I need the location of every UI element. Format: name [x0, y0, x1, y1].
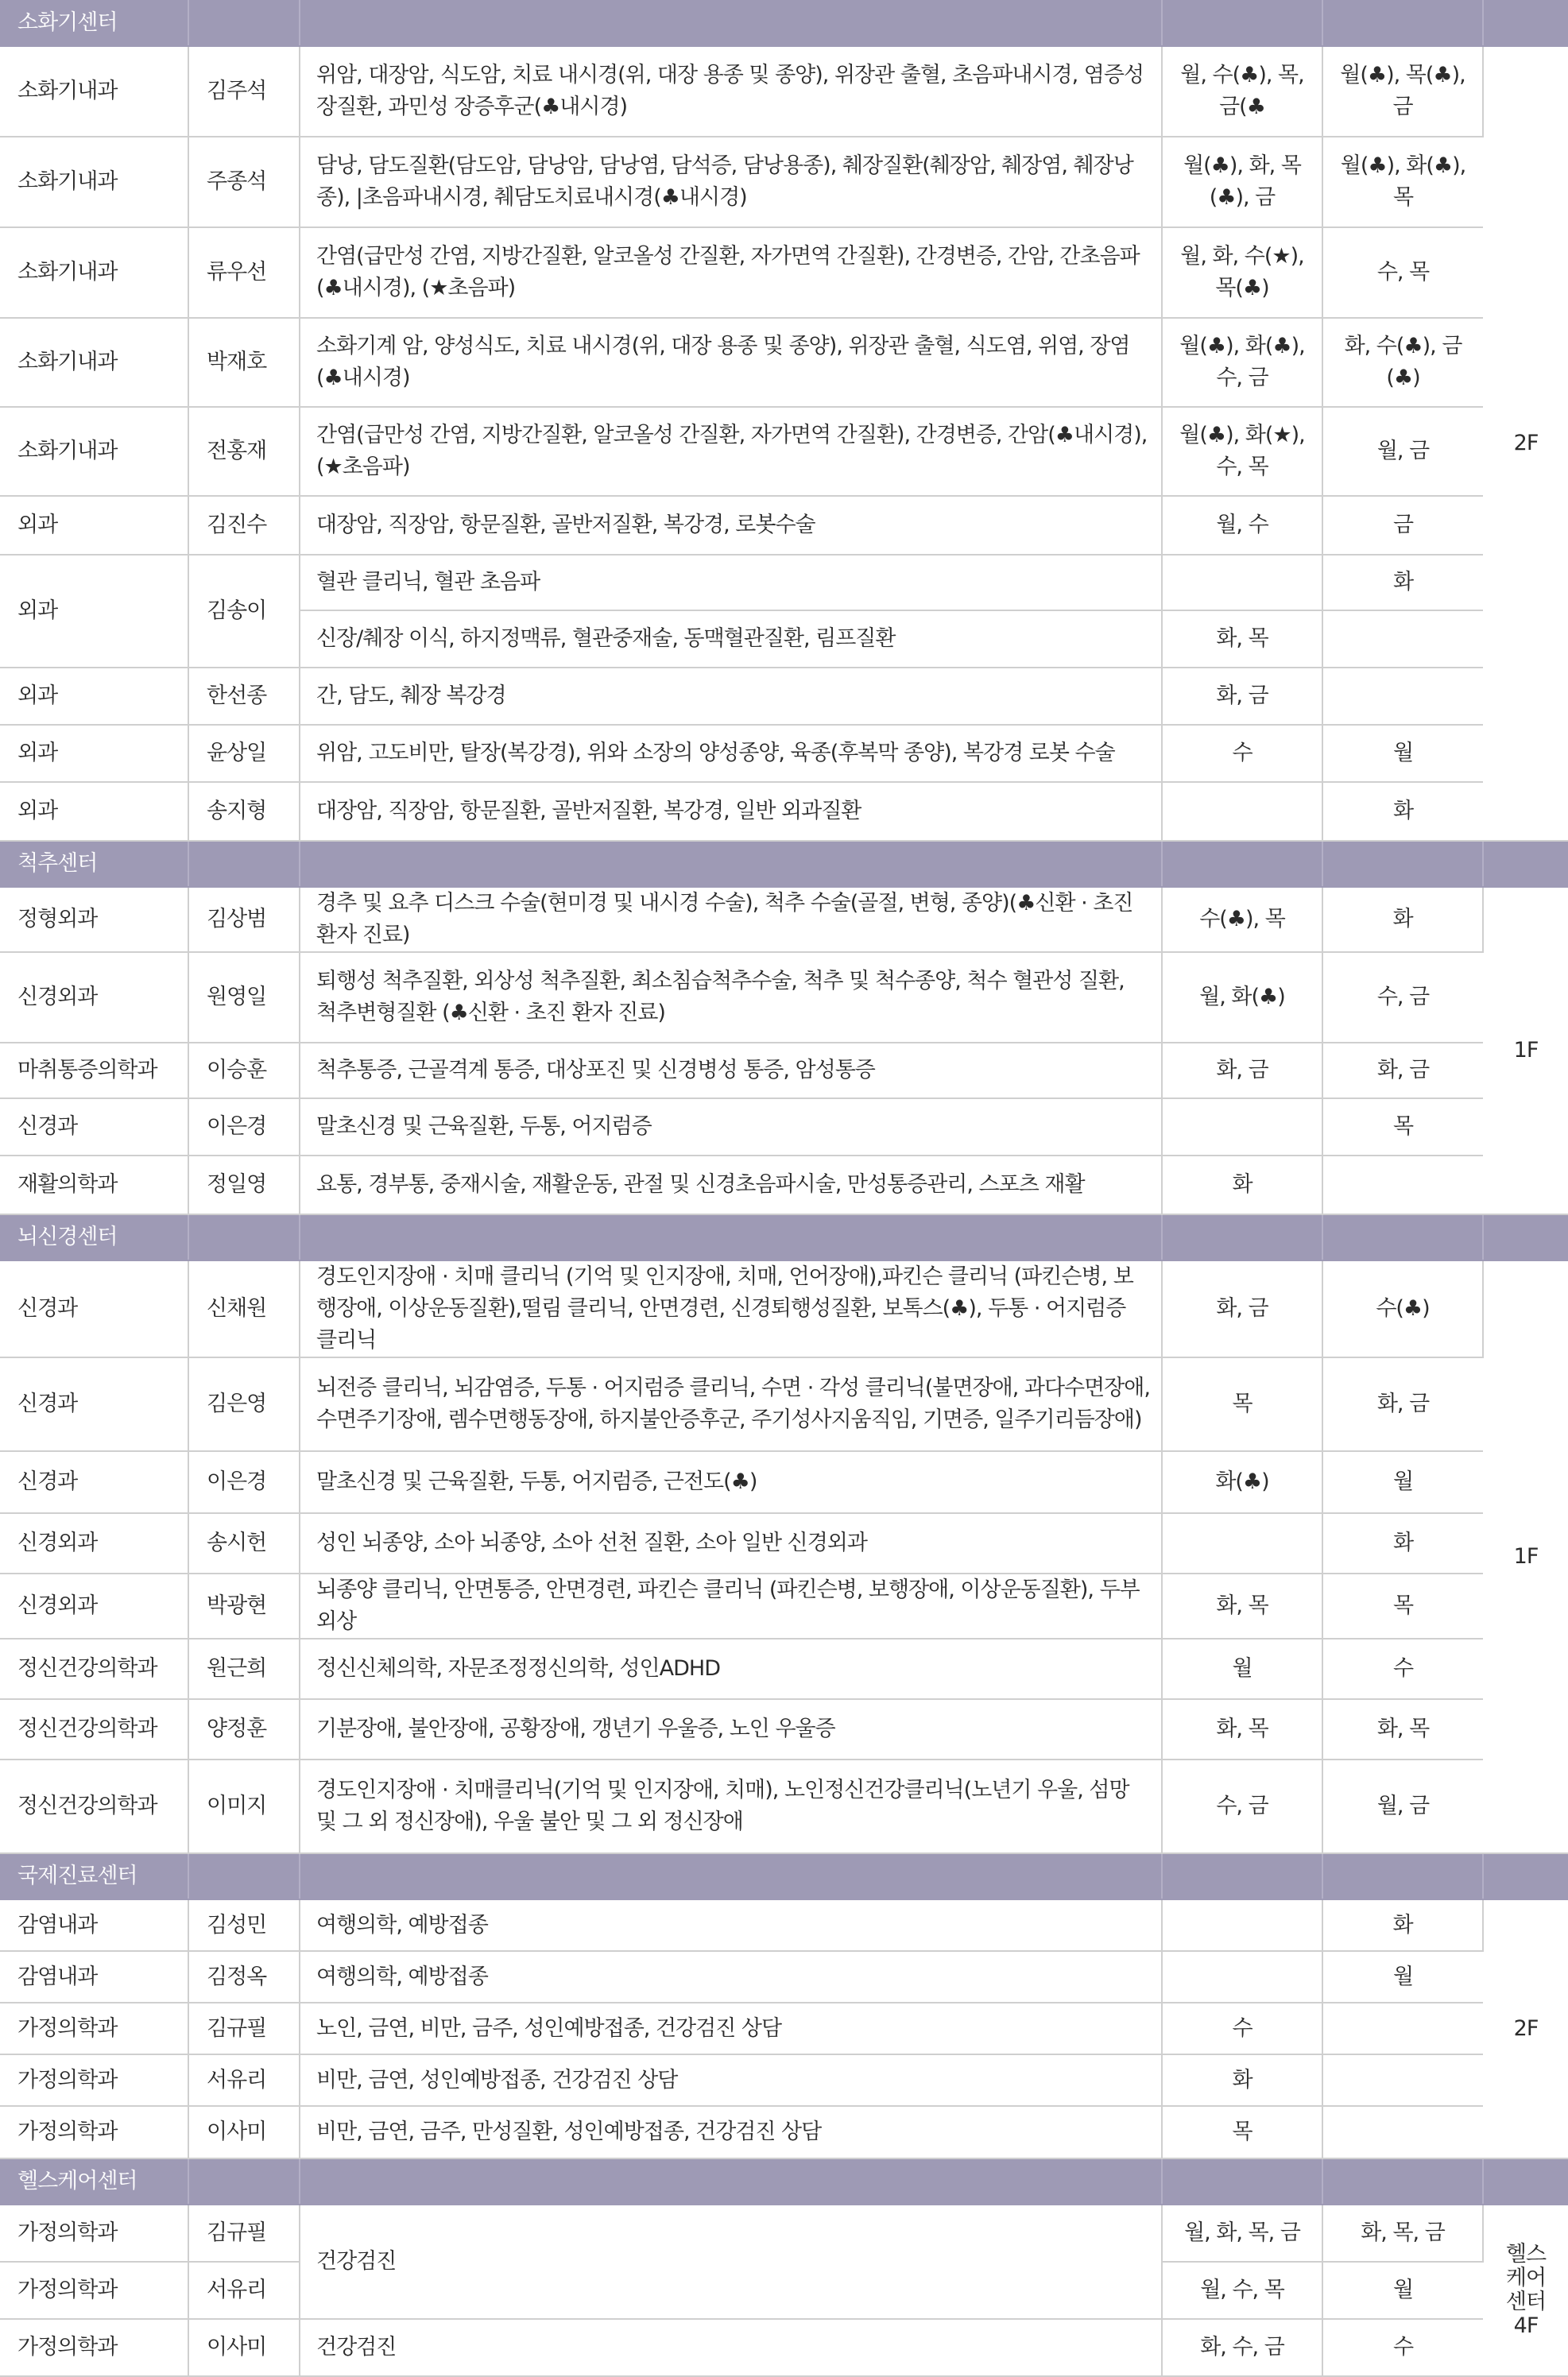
- doctor-cell: 주종석: [188, 137, 300, 227]
- table-row: [0, 2106, 1568, 2158]
- specialty-cell: 여행의학, 예방접종: [300, 1951, 1162, 2003]
- specialty-cell: 경추 및 요추 디스크 수술(현미경 및 내시경 수술), 척추 수술(골절, 변형, 종양)(♣신환 · 초진 환자 진료): [300, 887, 1162, 952]
- specialty-cell: 퇴행성 척추질환, 외상성 척추질환, 최소침습척추수술, 척추 및 척수종양, 척수 혈관성 질환, 척추변형질환 (♣신환 · 초진 환자 진료): [300, 952, 1162, 1043]
- table-row: [0, 318, 1568, 407]
- table-row: [0, 46, 1568, 137]
- am-schedule-cell: 수(♣), 목: [1162, 887, 1322, 952]
- table-row: [0, 1451, 1568, 1513]
- specialty-cell: 경도인지장애 · 치매 클리닉 (기억 및 인지장애, 치매, 언어장애),파킨슨 클리닉 (파킨슨병, 보행장애, 이상운동질환),떨림 클리닉, 안면경련, 신경퇴행성질환, 보톡스(♣), 두통 · 어지럼증 클리닉: [300, 1260, 1162, 1357]
- pm-schedule-cell: 월, 금: [1322, 1760, 1483, 1853]
- am-schedule-cell: [1162, 1899, 1322, 1951]
- am-schedule-cell: 화, 금: [1162, 1260, 1322, 1357]
- specialty-cell: 요통, 경부통, 중재시술, 재활운동, 관절 및 신경초음파시술, 만성통증관리, 스포츠 재활: [300, 1156, 1162, 1214]
- specialty-cell: 말초신경 및 근육질환, 두통, 어지럼증: [300, 1098, 1162, 1156]
- doctor-cell: 김상범: [188, 887, 300, 952]
- table-row: [0, 1098, 1568, 1156]
- am-schedule-cell: 목: [1162, 2106, 1322, 2158]
- specialty-cell: 뇌전증 클리닉, 뇌감염증, 두통 · 어지럼증 클리닉, 수면 · 각성 클리닉(불면장애, 과다수면장애, 수면주기장애, 렘수면행동장애, 하지불안증후군, 주기성사지움직임, 기면증, 일주기리듬장애): [300, 1357, 1162, 1451]
- am-schedule-cell: 월, 수, 목: [1162, 2262, 1322, 2319]
- floor-cell: 1F: [1483, 1260, 1568, 1853]
- dept-cell: 정신건강의학과: [0, 1699, 188, 1760]
- am-schedule-cell: [1162, 1951, 1322, 2003]
- doctor-cell: 김진수: [188, 496, 300, 555]
- specialty-cell: 간, 담도, 췌장 복강경: [300, 668, 1162, 725]
- doctor-cell: 서유리: [188, 2262, 300, 2319]
- specialty-cell: 경도인지장애 · 치매클리닉(기억 및 인지장애, 치매), 노인정신건강클리닉(노년기 우울, 섬망 및 그 외 정신장애), 우울 불안 및 그 외 정신장애: [300, 1760, 1162, 1853]
- am-schedule-cell: 월, 화, 목, 금: [1162, 2205, 1322, 2262]
- specialty-cell: 뇌종양 클리닉, 안면통증, 안면경련, 파킨슨 클리닉 (파킨슨병, 보행장애, 이상운동질환), 두부외상: [300, 1574, 1162, 1639]
- pm-schedule-cell: 월(♣), 목(♣), 금: [1322, 46, 1483, 137]
- am-schedule-cell: 화, 금: [1162, 1043, 1322, 1098]
- am-schedule-cell: 월, 화, 수(★), 목(♣): [1162, 227, 1322, 318]
- am-schedule-cell: 화: [1162, 1156, 1322, 1214]
- section-header-row: [0, 1853, 1568, 1899]
- doctor-cell: 이승훈: [188, 1043, 300, 1098]
- section-header-row: [0, 0, 1568, 46]
- am-schedule-cell: 화, 수, 금: [1162, 2319, 1322, 2376]
- table-row: [0, 1951, 1568, 2003]
- doctor-cell: 이사미: [188, 2106, 300, 2158]
- doctor-cell: 송시헌: [188, 1513, 300, 1574]
- specialty-cell: 노인, 금연, 비만, 금주, 성인예방접종, 건강검진 상담: [300, 2003, 1162, 2054]
- dept-cell: 가정의학과: [0, 2106, 188, 2158]
- specialty-cell: 간염(급만성 간염, 지방간질환, 알코올성 간질환, 자가면역 간질환), 간경변증, 간암, 간초음파(♣내시경), (★초음파): [300, 227, 1162, 318]
- specialty-cell: 간염(급만성 간염, 지방간질환, 알코올성 간질환, 자가면역 간질환), 간경변증, 간암(♣내시경), (★초음파): [300, 407, 1162, 496]
- table-row: [0, 2054, 1568, 2106]
- doctor-cell: 서유리: [188, 2054, 300, 2106]
- pm-schedule-cell: 금: [1322, 496, 1483, 555]
- table-row: [0, 668, 1568, 725]
- doctor-cell: 김정옥: [188, 1951, 300, 2003]
- section-header-row: [0, 1214, 1568, 1260]
- dept-cell: 신경외과: [0, 952, 188, 1043]
- table-row: [0, 1760, 1568, 1853]
- pm-schedule-cell: 화, 목, 금: [1322, 2205, 1483, 2262]
- dept-cell: 신경과: [0, 1260, 188, 1357]
- section-header-row: [0, 2158, 1568, 2205]
- dept-cell: 소화기내과: [0, 318, 188, 407]
- section-title: 척추센터: [0, 841, 188, 887]
- dept-cell: 소화기내과: [0, 407, 188, 496]
- am-schedule-cell: 수: [1162, 725, 1322, 782]
- doctor-cell: 이은경: [188, 1098, 300, 1156]
- doctor-cell: 윤상일: [188, 725, 300, 782]
- doctor-cell: 원영일: [188, 952, 300, 1043]
- pm-schedule-cell: [1322, 1156, 1483, 1214]
- dept-cell: 외과: [0, 668, 188, 725]
- dept-cell: 소화기내과: [0, 137, 188, 227]
- doctor-cell: 이미지: [188, 1760, 300, 1853]
- dept-cell: 소화기내과: [0, 227, 188, 318]
- pm-schedule-cell: [1322, 2003, 1483, 2054]
- section-title: 헬스케어센터: [0, 2158, 188, 2205]
- specialty-cell: 척추통증, 근골격계 통증, 대상포진 및 신경병성 통증, 암성통증: [300, 1043, 1162, 1098]
- table-row: [0, 1156, 1568, 1214]
- pm-schedule-cell: 화: [1322, 1513, 1483, 1574]
- pm-schedule-cell: 월(♣), 화(♣), 목: [1322, 137, 1483, 227]
- floor-cell: 2F: [1483, 46, 1568, 841]
- doctor-cell: 류우선: [188, 227, 300, 318]
- dept-cell: 신경외과: [0, 1574, 188, 1639]
- table-row: [0, 725, 1568, 782]
- dept-cell: 외과: [0, 555, 188, 668]
- pm-schedule-cell: 목: [1322, 1098, 1483, 1156]
- doctor-cell: 정일영: [188, 1156, 300, 1214]
- dept-cell: 가정의학과: [0, 2054, 188, 2106]
- pm-schedule-cell: 화, 금: [1322, 1357, 1483, 1451]
- dept-cell: 가정의학과: [0, 2205, 188, 2262]
- table-row: [0, 1357, 1568, 1451]
- am-schedule-cell: 화, 목: [1162, 1699, 1322, 1760]
- doctor-cell: 전홍재: [188, 407, 300, 496]
- table-row: [0, 1699, 1568, 1760]
- dept-cell: 정신건강의학과: [0, 1639, 188, 1699]
- table-row: [0, 1513, 1568, 1574]
- pm-schedule-cell: 목: [1322, 1574, 1483, 1639]
- am-schedule-cell: 월(♣), 화(★), 수, 목: [1162, 407, 1322, 496]
- specialty-cell: 정신신체의학, 자문조정정신의학, 성인ADHD: [300, 1639, 1162, 1699]
- table-row: [0, 2319, 1568, 2376]
- doctor-cell: 원근희: [188, 1639, 300, 1699]
- dept-cell: 가정의학과: [0, 2262, 188, 2319]
- dept-cell: 신경과: [0, 1451, 188, 1513]
- table-row: [0, 887, 1568, 952]
- specialty-cell: 비만, 금연, 금주, 만성질환, 성인예방접종, 건강검진 상담: [300, 2106, 1162, 2158]
- pm-schedule-cell: [1322, 610, 1483, 668]
- dept-cell: 재활의학과: [0, 1156, 188, 1214]
- dept-cell: 정신건강의학과: [0, 1760, 188, 1853]
- am-schedule-cell: 월(♣), 화, 목(♣), 금: [1162, 137, 1322, 227]
- pm-schedule-cell: 월, 금: [1322, 407, 1483, 496]
- specialty-cell: 혈관 클리닉, 혈관 초음파: [300, 555, 1162, 610]
- table-row: [0, 1639, 1568, 1699]
- pm-schedule-cell: 화, 목: [1322, 1699, 1483, 1760]
- dept-cell: 정형외과: [0, 887, 188, 952]
- doctor-cell: 김규필: [188, 2003, 300, 2054]
- specialty-cell: 비만, 금연, 성인예방접종, 건강검진 상담: [300, 2054, 1162, 2106]
- pm-schedule-cell: 화: [1322, 555, 1483, 610]
- doctor-cell: 이사미: [188, 2319, 300, 2376]
- dept-cell: 가정의학과: [0, 2319, 188, 2376]
- doctor-cell: 박광현: [188, 1574, 300, 1639]
- table-row: [0, 1574, 1568, 1639]
- doctor-cell: 한선종: [188, 668, 300, 725]
- table-row: [0, 1899, 1568, 1951]
- floor-cell: 1F: [1483, 887, 1568, 1214]
- am-schedule-cell: 화(♣): [1162, 1451, 1322, 1513]
- am-schedule-cell: [1162, 782, 1322, 841]
- specialty-cell: 대장암, 직장암, 항문질환, 골반저질환, 복강경, 일반 외과질환: [300, 782, 1162, 841]
- pm-schedule-cell: 월: [1322, 1451, 1483, 1513]
- pm-schedule-cell: 월: [1322, 725, 1483, 782]
- pm-schedule-cell: 수(♣): [1322, 1260, 1483, 1357]
- pm-schedule-cell: 월: [1322, 2262, 1483, 2319]
- dept-cell: 외과: [0, 496, 188, 555]
- floor-cell: 헬스 케어 센터 4F: [1483, 2205, 1568, 2376]
- table-row: [0, 1260, 1568, 1357]
- am-schedule-cell: 목: [1162, 1357, 1322, 1451]
- doctor-cell: 박재호: [188, 318, 300, 407]
- doctor-cell: 김송이: [188, 555, 300, 668]
- table-row: [0, 496, 1568, 555]
- table-row: [0, 227, 1568, 318]
- section-title: 국제진료센터: [0, 1853, 188, 1899]
- section-title: 뇌신경센터: [0, 1214, 188, 1260]
- doctor-cell: 김성민: [188, 1899, 300, 1951]
- specialty-cell: 건강검진: [300, 2319, 1162, 2376]
- dept-cell: 신경과: [0, 1357, 188, 1451]
- am-schedule-cell: 화, 금: [1162, 668, 1322, 725]
- pm-schedule-cell: 수, 목: [1322, 227, 1483, 318]
- specialty-cell: 여행의학, 예방접종: [300, 1899, 1162, 1951]
- pm-schedule-cell: 화: [1322, 1899, 1483, 1951]
- section-header-row: [0, 841, 1568, 887]
- am-schedule-cell: 월: [1162, 1639, 1322, 1699]
- pm-schedule-cell: 화, 금: [1322, 1043, 1483, 1098]
- specialty-cell: 건강검진: [300, 2205, 1162, 2319]
- specialty-cell: 위암, 고도비만, 탈장(복강경), 위와 소장의 양성종양, 육종(후복막 종양), 복강경 로봇 수술: [300, 725, 1162, 782]
- specialty-cell: 소화기계 암, 양성식도, 치료 내시경(위, 대장 용종 및 종양), 위장관 출혈, 식도염, 위염, 장염(♣내시경): [300, 318, 1162, 407]
- pm-schedule-cell: 수: [1322, 1639, 1483, 1699]
- doctor-cell: 김은영: [188, 1357, 300, 1451]
- doctor-cell: 김주석: [188, 46, 300, 137]
- dept-cell: 감염내과: [0, 1899, 188, 1951]
- dept-cell: 외과: [0, 782, 188, 841]
- am-schedule-cell: 화, 목: [1162, 610, 1322, 668]
- pm-schedule-cell: 화, 수(♣), 금(♣): [1322, 318, 1483, 407]
- specialty-cell: 기분장애, 불안장애, 공황장애, 갱년기 우울증, 노인 우울증: [300, 1699, 1162, 1760]
- section-title: 소화기센터: [0, 0, 188, 46]
- pm-schedule-cell: [1322, 668, 1483, 725]
- doctor-cell: 송지형: [188, 782, 300, 841]
- am-schedule-cell: [1162, 555, 1322, 610]
- am-schedule-cell: 월, 수(♣), 목, 금(♣: [1162, 46, 1322, 137]
- am-schedule-cell: 월, 수: [1162, 496, 1322, 555]
- dept-cell: 소화기내과: [0, 46, 188, 137]
- dept-cell: 가정의학과: [0, 2003, 188, 2054]
- table-row: [0, 1043, 1568, 1098]
- table-row: [0, 407, 1568, 496]
- specialty-cell: 신장/췌장 이식, 하지정맥류, 혈관중재술, 동맥혈관질환, 림프질환: [300, 610, 1162, 668]
- am-schedule-cell: 수: [1162, 2003, 1322, 2054]
- pm-schedule-cell: [1322, 2106, 1483, 2158]
- floor-cell: 2F: [1483, 1899, 1568, 2158]
- specialty-cell: 말초신경 및 근육질환, 두통, 어지럼증, 근전도(♣): [300, 1451, 1162, 1513]
- specialty-cell: 위암, 대장암, 식도암, 치료 내시경(위, 대장 용종 및 종양), 위장관 출혈, 초음파내시경, 염증성 장질환, 과민성 장증후군(♣내시경): [300, 46, 1162, 137]
- pm-schedule-cell: 화: [1322, 782, 1483, 841]
- pm-schedule-cell: 수, 금: [1322, 952, 1483, 1043]
- pm-schedule-cell: 화: [1322, 887, 1483, 952]
- am-schedule-cell: 수, 금: [1162, 1760, 1322, 1853]
- table-row: [0, 555, 1568, 610]
- doctor-cell: 이은경: [188, 1451, 300, 1513]
- am-schedule-cell: 월, 화(♣): [1162, 952, 1322, 1043]
- am-schedule-cell: [1162, 1513, 1322, 1574]
- dept-cell: 외과: [0, 725, 188, 782]
- table-row: [0, 137, 1568, 227]
- pm-schedule-cell: 수: [1322, 2319, 1483, 2376]
- pm-schedule-cell: [1322, 2054, 1483, 2106]
- table-row: [0, 782, 1568, 841]
- specialty-cell: 성인 뇌종양, 소아 뇌종양, 소아 선천 질환, 소아 일반 신경외과: [300, 1513, 1162, 1574]
- dept-cell: 신경과: [0, 1098, 188, 1156]
- am-schedule-cell: 화, 목: [1162, 1574, 1322, 1639]
- am-schedule-cell: 화: [1162, 2054, 1322, 2106]
- specialty-cell: 대장암, 직장암, 항문질환, 골반저질환, 복강경, 로봇수술: [300, 496, 1162, 555]
- table-row: [0, 2205, 1568, 2262]
- dept-cell: 감염내과: [0, 1951, 188, 2003]
- pm-schedule-cell: 월: [1322, 1951, 1483, 2003]
- dept-cell: 신경외과: [0, 1513, 188, 1574]
- doctor-cell: 김규필: [188, 2205, 300, 2262]
- dept-cell: 마취통증의학과: [0, 1043, 188, 1098]
- table-row: [0, 2003, 1568, 2054]
- specialty-cell: 담낭, 담도질환(담도암, 담낭암, 담낭염, 담석증, 담낭용종), 췌장질환(췌장암, 췌장염, 췌장낭종), |초음파내시경, 췌담도치료내시경(♣내시경): [300, 137, 1162, 227]
- table-row: [0, 952, 1568, 1043]
- am-schedule-cell: 월(♣), 화(♣), 수, 금: [1162, 318, 1322, 407]
- doctor-cell: 양정훈: [188, 1699, 300, 1760]
- doctor-cell: 신채원: [188, 1260, 300, 1357]
- am-schedule-cell: [1162, 1098, 1322, 1156]
